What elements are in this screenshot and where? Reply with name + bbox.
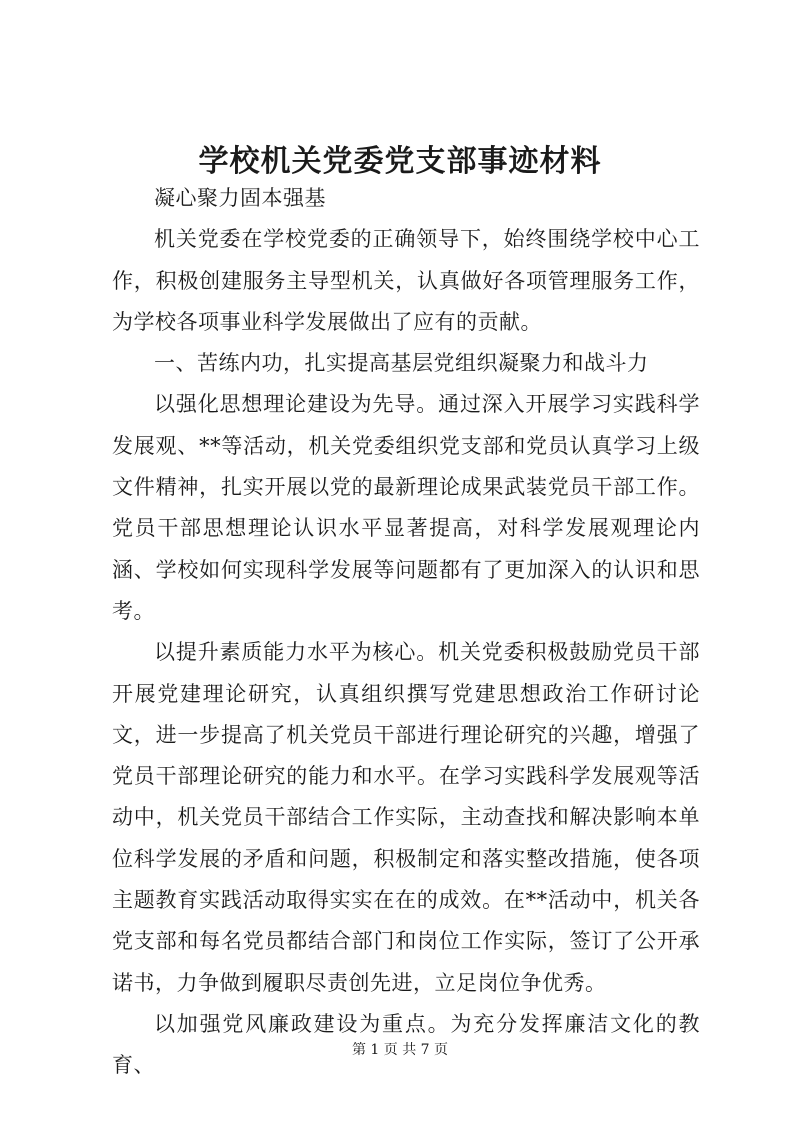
paragraph-integrity: 以加强党风廉政建设为重点。为充分发挥廉洁文化的教育、 — [112, 1011, 700, 1078]
document-body — [112, 178, 700, 1087]
document-title: 学校机关党委党支部事迹材料 — [198, 144, 602, 179]
paragraph-theory: 以强化思想理论建设为先导。通过深入开展学习实践科学发展观、**等活动，机关党委组织党支部和党员认真学习上级文件精神，扎实开展以党的最新理论成果武装党员干部工作。党员干部思想理论认识水平显著提高，对科学发展观理论内涵、学校如何实现科学发展等问题都有了更加深入的认识和思考。 — [112, 392, 700, 623]
paragraph-ability: 以提升素质能力水平为核心。机关党委积极鼓励党员干部开展党建理论研究，认真组织撰写党建思想政治工作研讨论文，进一步提高了机关党员干部进行理论研究的兴趣，增强了党员干部理论研究的能力和水平。在学习实践科学发展观等活动中，机关党员干部结合工作实际，主动查找和解决影响本单位科学发展的矛盾和问题，积极制定和落实整改措施，使各项主题教育实践活动取得实实在在的成效。在**活动中，机关各党支部和每名党员都结合部门和岗位工作实际，签订了公开承诺书，力争做到履职尽责创先进，立足岗位争优秀。 — [112, 640, 700, 995]
page-number-footer: 第 1 页 共 7 页 — [351, 1042, 449, 1058]
paragraph-subtitle: 凝心聚力固本强基 — [154, 186, 326, 210]
paragraph-intro: 机关党委在学校党委的正确领导下，始终围绕学校中心工作，积极创建服务主导型机关，认真做好各项管理服务工作，为学校各项事业科学发展做出了应有的贡献。 — [112, 227, 700, 334]
paragraph-section-heading: 一、苦练内功，扎实提高基层党组织凝聚力和战斗力 — [154, 351, 649, 376]
